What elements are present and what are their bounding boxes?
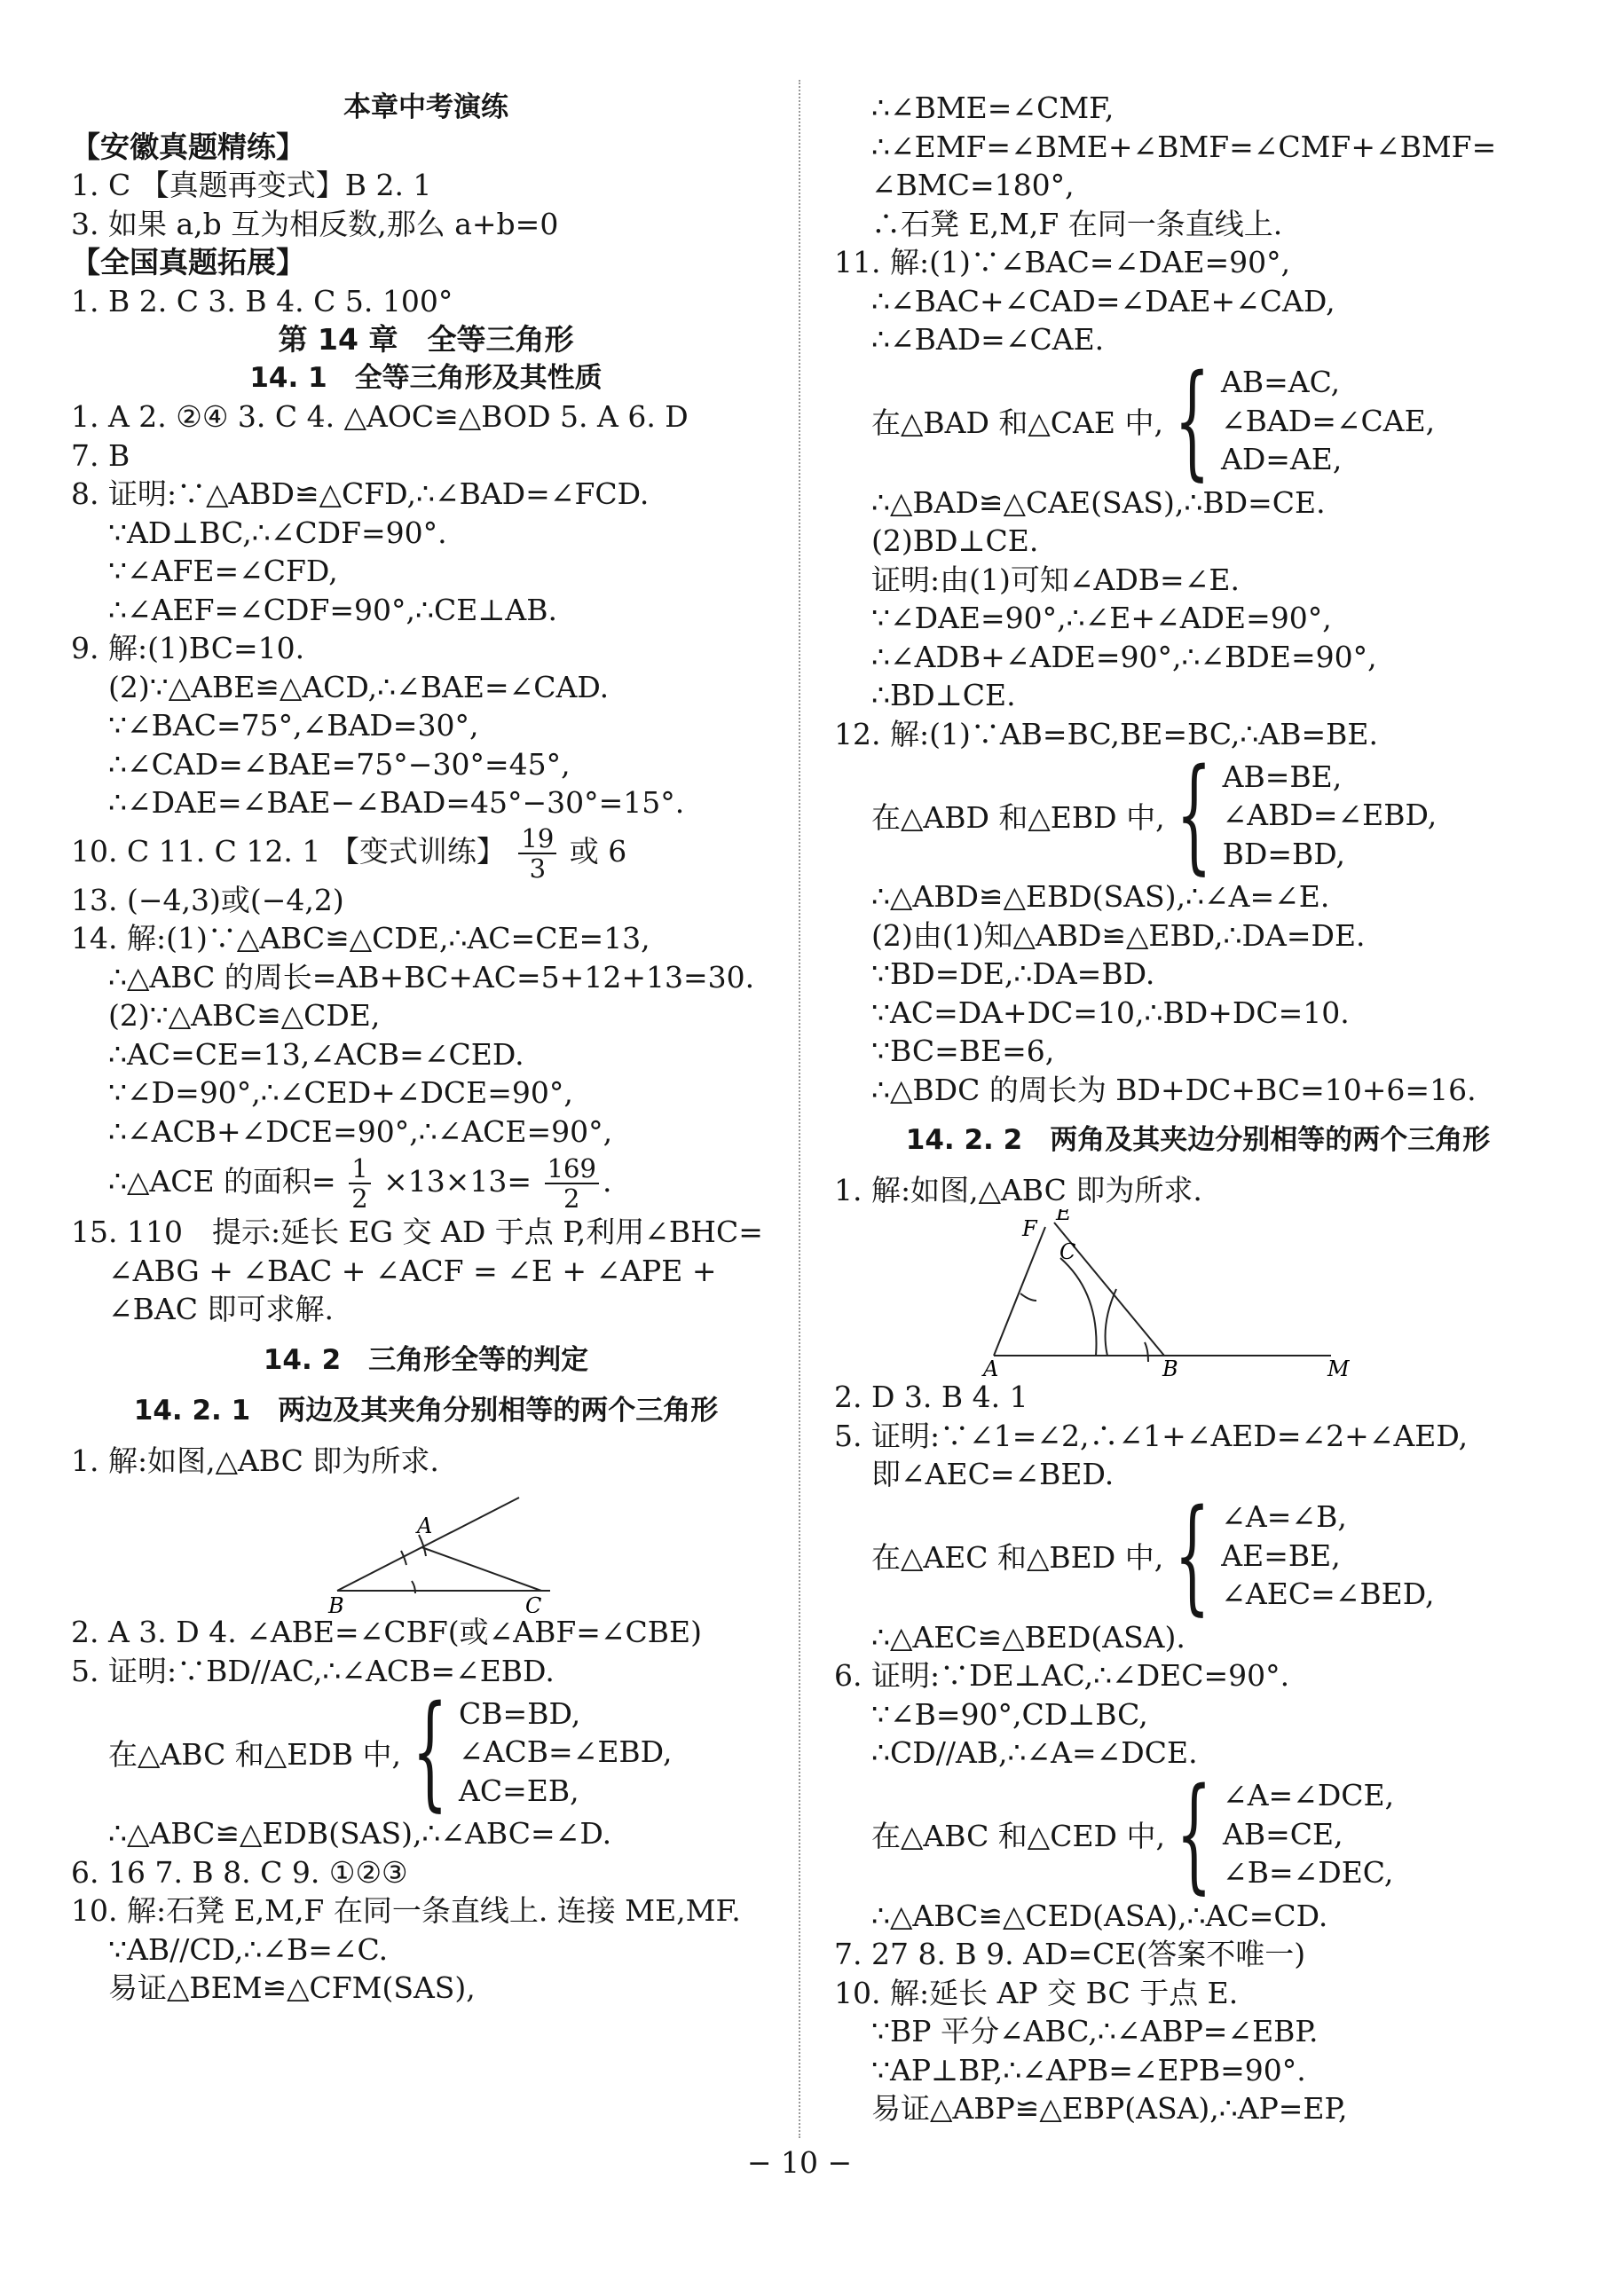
answer-line: ∴△ACE 的面积= $\frac{1}{2}$ ×13×13= $\frac{169}{2}$ . — [108, 1153, 612, 1214]
answer-line: ∴△ABC≌△CED(ASA),∴AC=CD. — [871, 1898, 1328, 1933]
answer-line: 3. 如果 a,b 互为相反数,那么 a+b=0 — [71, 206, 559, 241]
system-row: ∠ABD=∠EBD, — [1222, 798, 1438, 833]
answer-line: ∠BMC=180°, — [871, 168, 1075, 202]
answer-line: 15. 110 提示:延长 EG 交 AD 于点 P,利用∠BHC= — [71, 1215, 763, 1249]
chapter-title: 第 14 章 全等三角形 — [278, 322, 574, 357]
answer-line: 10. 解:延长 AP 交 BC 于点 E. — [834, 1975, 1239, 2010]
answer-line: ∴AC=CE=13,∠ACB=∠CED. — [108, 1036, 524, 1072]
answer-line: 1. 解:如图,△ABC 即为所求. — [71, 1443, 439, 1478]
answer-line: ∴∠DAE=∠BAE−∠BAD=45°−30°=15°. — [108, 785, 685, 820]
answer-line: ∴△ABD≌△EBD(SAS),∴∠A=∠E. — [871, 879, 1330, 914]
arc-mark — [1106, 1289, 1116, 1356]
triangle-figure — [71, 1480, 781, 1613]
section-title: 14. 2 三角形全等的判定 — [263, 1343, 589, 1376]
answer-text: 或 6 — [569, 833, 627, 869]
system-row: ∠AEC=∠BED, — [1221, 1577, 1435, 1612]
label-f: F — [1022, 1216, 1037, 1241]
fraction — [349, 1154, 370, 1213]
brace-icon: { — [1174, 348, 1210, 493]
answer-line: 7. B — [71, 437, 130, 473]
answer-line: 易证△BEM≌△CFM(SAS), — [108, 1970, 476, 2005]
answer-line: 6. 16 7. B 8. C 9. ①②③ — [71, 1854, 408, 1890]
answer-line: ∴BD⊥CE. — [871, 678, 1016, 712]
system-row: ∠A=∠B, — [1221, 1499, 1347, 1535]
answer-line: 5. 证明:∵BD//AC,∴∠ACB=∠EBD. — [71, 1653, 555, 1688]
answer-line: ∵BP 平分∠ABC,∴∠ABP=∠EBP. — [871, 2014, 1319, 2048]
system-row: AB=CE, — [1223, 1816, 1343, 1852]
answer-line: ∵∠AFE=∠CFD, — [108, 554, 338, 588]
system-row: ∠A=∠DCE, — [1223, 1778, 1395, 1813]
numerator: 1 — [349, 1154, 370, 1184]
answer-line: ∴∠ADB+∠ADE=90°,∴∠BDE=90°, — [871, 639, 1377, 674]
system-row: ∠B=∠DEC, — [1223, 1855, 1394, 1891]
answer-line: 即∠AEC=∠BED. — [871, 1457, 1115, 1491]
answer-line: 11. 解:(1)∵∠BAC=∠DAE=90°, — [834, 245, 1291, 279]
answer-line: ∵AC=DA+DC=10,∴BD+DC=10. — [871, 995, 1350, 1030]
system-rows — [1221, 363, 1435, 479]
label-b: B — [1162, 1356, 1178, 1378]
answer-line: 1. B 2. C 3. B 4. C 5. 100° — [71, 283, 453, 318]
label-c: C — [525, 1593, 542, 1613]
answer-line: ∴∠CAD=∠BAE=75°−30°=45°, — [108, 746, 571, 782]
denominator: 2 — [563, 1183, 580, 1214]
label-a: A — [983, 1356, 999, 1378]
system-prefix: 在△AEC 和△BED 中, — [871, 1540, 1164, 1575]
system-row: AB=BE, — [1222, 759, 1343, 794]
arc-mark — [1145, 1342, 1148, 1362]
page-number: − 10 − — [746, 2145, 853, 2180]
answer-line: 12. 解:(1)∵AB=BC,BE=BC,∴AB=BE. — [834, 716, 1378, 751]
label-m: M — [1327, 1356, 1350, 1378]
system-row: AD=AE, — [1221, 442, 1343, 477]
label-b: B — [328, 1593, 344, 1613]
ray-af — [994, 1227, 1045, 1356]
answer-line: ∵∠B=90°,CD⊥BC, — [871, 1696, 1148, 1732]
triangle-figure-svg — [71, 1480, 781, 1613]
answer-line — [71, 822, 781, 884]
answer-line: 1. 解:如图,△ABC 即为所求. — [834, 1172, 1202, 1207]
numerator: 19 — [518, 824, 556, 854]
answer-line: ∴△ABC 的周长=AB+BC+AC=5+12+13=30. — [108, 959, 755, 995]
label-a: A — [417, 1514, 433, 1538]
answer-line: 10. 解:石凳 E,M,F 在同一条直线上. 连接 ME,MF. — [71, 1893, 741, 1928]
answer-line: ∴∠BAD=∠CAE. — [871, 322, 1105, 357]
brace-icon: { — [1176, 1761, 1212, 1907]
section-title: 14. 2. 1 两边及其夹角分别相等的两个三角形 — [133, 1395, 719, 1427]
segment-ac — [421, 1547, 541, 1591]
answer-line: ∴△AEC≌△BED(ASA). — [871, 1619, 1185, 1655]
fraction — [545, 1154, 599, 1213]
answer-line: 易证△ABP≌△EBP(ASA),∴AP=EP, — [871, 2091, 1348, 2126]
answer-line: ∴∠EMF=∠BME+∠BMF=∠CMF+∠BMF= — [871, 129, 1497, 164]
answer-line: 8. 证明:∵△ABD≌△CFD,∴∠BAD=∠FCD. — [71, 476, 650, 511]
answer-line: ∵∠BAC=75°,∠BAD=30°, — [108, 708, 479, 743]
equation-system — [834, 1761, 1562, 1907]
answer-line: 14. 解:(1)∵△ABC≌△CDE,∴AC=CE=13, — [71, 921, 650, 955]
label-c: C — [1059, 1239, 1076, 1264]
answer-line: ∵∠D=90°,∴∠CED+∠DCE=90°, — [108, 1075, 573, 1110]
construction-figure — [834, 1209, 1562, 1378]
denominator: 3 — [529, 853, 547, 884]
answer-line: 2. A 3. D 4. ∠ABE=∠CBF(或∠ABF=∠CBE) — [71, 1615, 702, 1649]
answer-line: ∴CD//AB,∴∠A=∠DCE. — [871, 1735, 1198, 1770]
left-column — [71, 89, 781, 2008]
answer-line: (2)BD⊥CE. — [871, 523, 1039, 558]
subheading: 【全国真题拓展】 — [71, 245, 305, 279]
answer-line: 2. D 3. B 4. 1 — [834, 1380, 1028, 1414]
system-rows — [1223, 758, 1438, 874]
system-rows — [1221, 1498, 1434, 1614]
system-row: AB=AC, — [1221, 365, 1341, 400]
answer-line: ∵AB//CD,∴∠B=∠C. — [108, 1931, 389, 1967]
column-divider — [799, 80, 800, 2138]
answer-line: ∠BAC 即可求解. — [108, 1292, 334, 1326]
system-rows — [459, 1694, 672, 1811]
answer-line: (2)∵△ABC≌△CDE, — [108, 998, 381, 1033]
answer-line: ∴∠AEF=∠CDF=90°,∴CE⊥AB. — [108, 592, 557, 627]
answer-line: 1. C 【真题再变式】B 2. 1 — [71, 168, 432, 202]
answer-line: ∵BC=BE=6, — [871, 1034, 1055, 1068]
equation-system — [834, 1482, 1562, 1628]
answer-line: ∵∠DAE=90°,∴∠E+∠ADE=90°, — [871, 601, 1332, 635]
numerator: 169 — [545, 1154, 599, 1184]
answer-text: 10. C 11. C 12. 1 【变式训练】 — [71, 833, 506, 869]
equation-system — [71, 1679, 781, 1824]
subheading: 【安徽真题精练】 — [71, 129, 305, 164]
brace-icon: { — [1174, 1482, 1210, 1628]
answer-line: ∴∠BME=∠CMF, — [871, 90, 1115, 125]
answer-text: ∴△ACE 的面积= — [108, 1164, 336, 1199]
section-title: 本章中考演练 — [343, 91, 508, 123]
answer-line: 13. (−4,3)或(−4,2) — [71, 882, 344, 917]
system-prefix: 在△ABC 和△EDB 中, — [108, 1736, 401, 1772]
system-row: AC=EB, — [459, 1773, 579, 1808]
answer-line: 5. 证明:∵∠1=∠2,∴∠1+∠AED=∠2+∠AED, — [834, 1418, 1469, 1453]
answer-line: 7. 27 8. B 9. AD=CE(答案不唯一) — [834, 1937, 1306, 1971]
answer-line: ∴△BAD≌△CAE(SAS),∴BD=CE. — [871, 484, 1326, 520]
construction-figure-svg — [834, 1209, 1562, 1378]
system-prefix: 在△BAD 和△CAE 中, — [871, 405, 1163, 440]
system-prefix: 在△ABC 和△CED 中, — [871, 1819, 1165, 1853]
fraction — [518, 824, 556, 883]
answer-line: ∴△BDC 的周长为 BD+DC+BC=10+6=16. — [871, 1072, 1477, 1107]
right-column — [834, 89, 1562, 2128]
ray-from-b — [337, 1498, 519, 1591]
answer-line: 9. 解:(1)BC=10. — [71, 631, 305, 665]
arc-mark — [1060, 1258, 1097, 1356]
label-e: E — [1056, 1209, 1072, 1225]
system-row: ∠BAD=∠CAE, — [1221, 403, 1436, 438]
system-prefix: 在△ABD 和△EBD 中, — [871, 799, 1165, 835]
system-row: CB=BD, — [459, 1695, 581, 1731]
section-title: 14. 1 全等三角形及其性质 — [249, 361, 603, 394]
answer-line: ∴△ABC≌△EDB(SAS),∴∠ABC=∠D. — [108, 1816, 612, 1851]
section-title: 14. 2. 2 两角及其夹边分别相等的两个三角形 — [905, 1124, 1491, 1156]
answer-line: (2)∵△ABE≌△ACD,∴∠BAE=∠CAD. — [108, 669, 610, 704]
answer-line: ∵AD⊥BC,∴∠CDF=90°. — [108, 515, 447, 550]
system-row: BD=BD, — [1222, 836, 1346, 871]
answer-line: ∵AP⊥BP,∴∠APB=∠EPB=90°. — [871, 2052, 1306, 2088]
equation-system — [834, 348, 1562, 493]
system-row: ∠ACB=∠EBD, — [459, 1734, 673, 1770]
answer-line: 1. A 2. ②④ 3. C 4. △AOC≌△BOD 5. A 6. D — [71, 399, 689, 434]
brace-icon: { — [1176, 743, 1212, 887]
denominator: 2 — [351, 1183, 368, 1214]
answer-line: ∠ABG + ∠BAC + ∠ACF = ∠E + ∠APE + — [108, 1253, 717, 1288]
answer-text: ×13×13= — [383, 1164, 532, 1199]
answer-line: ∵BD=DE,∴DA=BD. — [871, 956, 1155, 991]
equation-system — [834, 743, 1562, 887]
answer-line: ∴∠ACB+∠DCE=90°,∴∠ACE=90°, — [108, 1113, 613, 1149]
brace-icon: { — [412, 1679, 448, 1824]
answer-line: (2)由(1)知△ABD≌△EBD,∴DA=DE. — [871, 917, 1366, 953]
answer-line: 6. 证明:∵DE⊥AC,∴∠DEC=90°. — [834, 1658, 1290, 1693]
arc-mark — [1020, 1293, 1036, 1301]
system-row: AE=BE, — [1221, 1537, 1341, 1573]
system-rows — [1223, 1776, 1394, 1892]
answer-line: ∴∠BAC+∠CAD=∠DAE+∠CAD, — [871, 283, 1335, 318]
answer-line: ∴石凳 E,M,F 在同一条直线上. — [871, 206, 1283, 241]
answer-line: 证明:由(1)可知∠ADB=∠E. — [871, 562, 1240, 597]
